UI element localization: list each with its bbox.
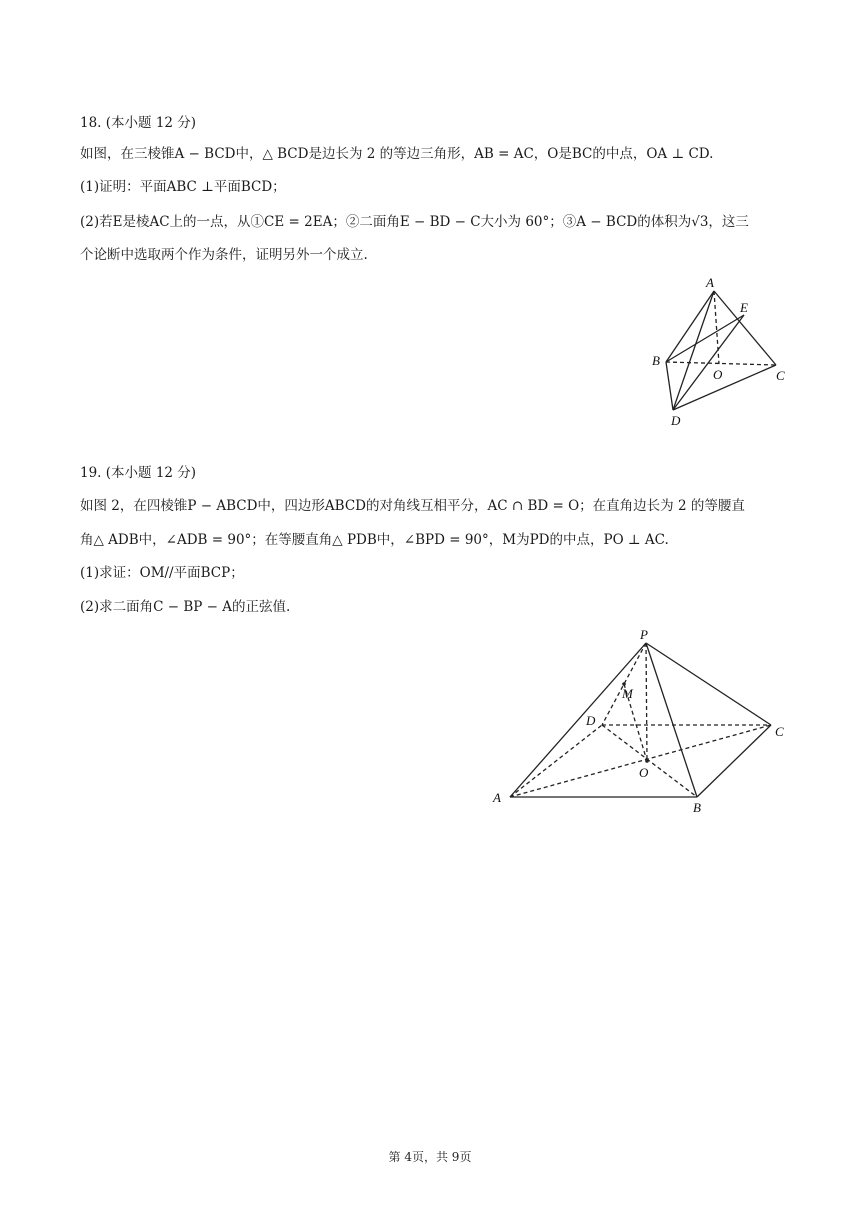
q18-part1: (1)证明：平面ABC ⊥平面BCD； — [80, 179, 286, 195]
q18-heading: 18. (本小题 12 分) — [80, 115, 197, 131]
q19-part2: (2)求二面角C − BP − A的正弦值. — [80, 599, 291, 615]
q18-part2: (2)若E是棱AC上的一点，从①CE = 2EA；②二面角E − BD − C大小为 60°；③A − BCD的体积为√3，这三 — [80, 214, 749, 230]
q18-label-e: E — [740, 300, 748, 315]
q18-label-b: B — [652, 353, 660, 368]
q19-label-d: D — [586, 713, 596, 728]
q18-part2-cont: 个论断中选取两个作为条件，证明另外一个成立. — [80, 247, 368, 263]
q18-label-d: D — [671, 413, 681, 428]
q18-label-c: C — [776, 368, 785, 383]
q19-label-m: M — [622, 686, 633, 701]
page-number: 第 4页，共 9页 — [388, 1150, 472, 1164]
q18-stem: 如图，在三棱锥A − BCD中，△ BCD是边长为 2 的等边三角形，AB = AC，O是BC的中点，OA ⊥ CD. — [80, 146, 714, 162]
q19-heading: 19. (本小题 12 分) — [80, 465, 197, 481]
q19-label-b: B — [693, 800, 701, 815]
q19-label-c: C — [775, 724, 784, 739]
q19-label-p: P — [640, 627, 648, 642]
q19-stem: 如图 2，在四棱锥P − ABCD中，四边形ABCD的对角线互相平分，AC ∩ BD = O；在直角边长为 2 的等腰直 — [80, 498, 745, 514]
q19-label-a: A — [493, 790, 501, 805]
q18-label-a: A — [706, 275, 714, 290]
q19-stem-cont: 角△ ADB中，∠ADB = 90°；在等腰直角△ PDB中，∠BPD = 90°，M为PD的中点，PO ⊥ AC. — [80, 532, 669, 548]
q19-label-o: O — [639, 765, 649, 780]
q19-part1: (1)求证：OM//平面BCP； — [80, 565, 244, 581]
q18-label-o: O — [713, 367, 723, 382]
